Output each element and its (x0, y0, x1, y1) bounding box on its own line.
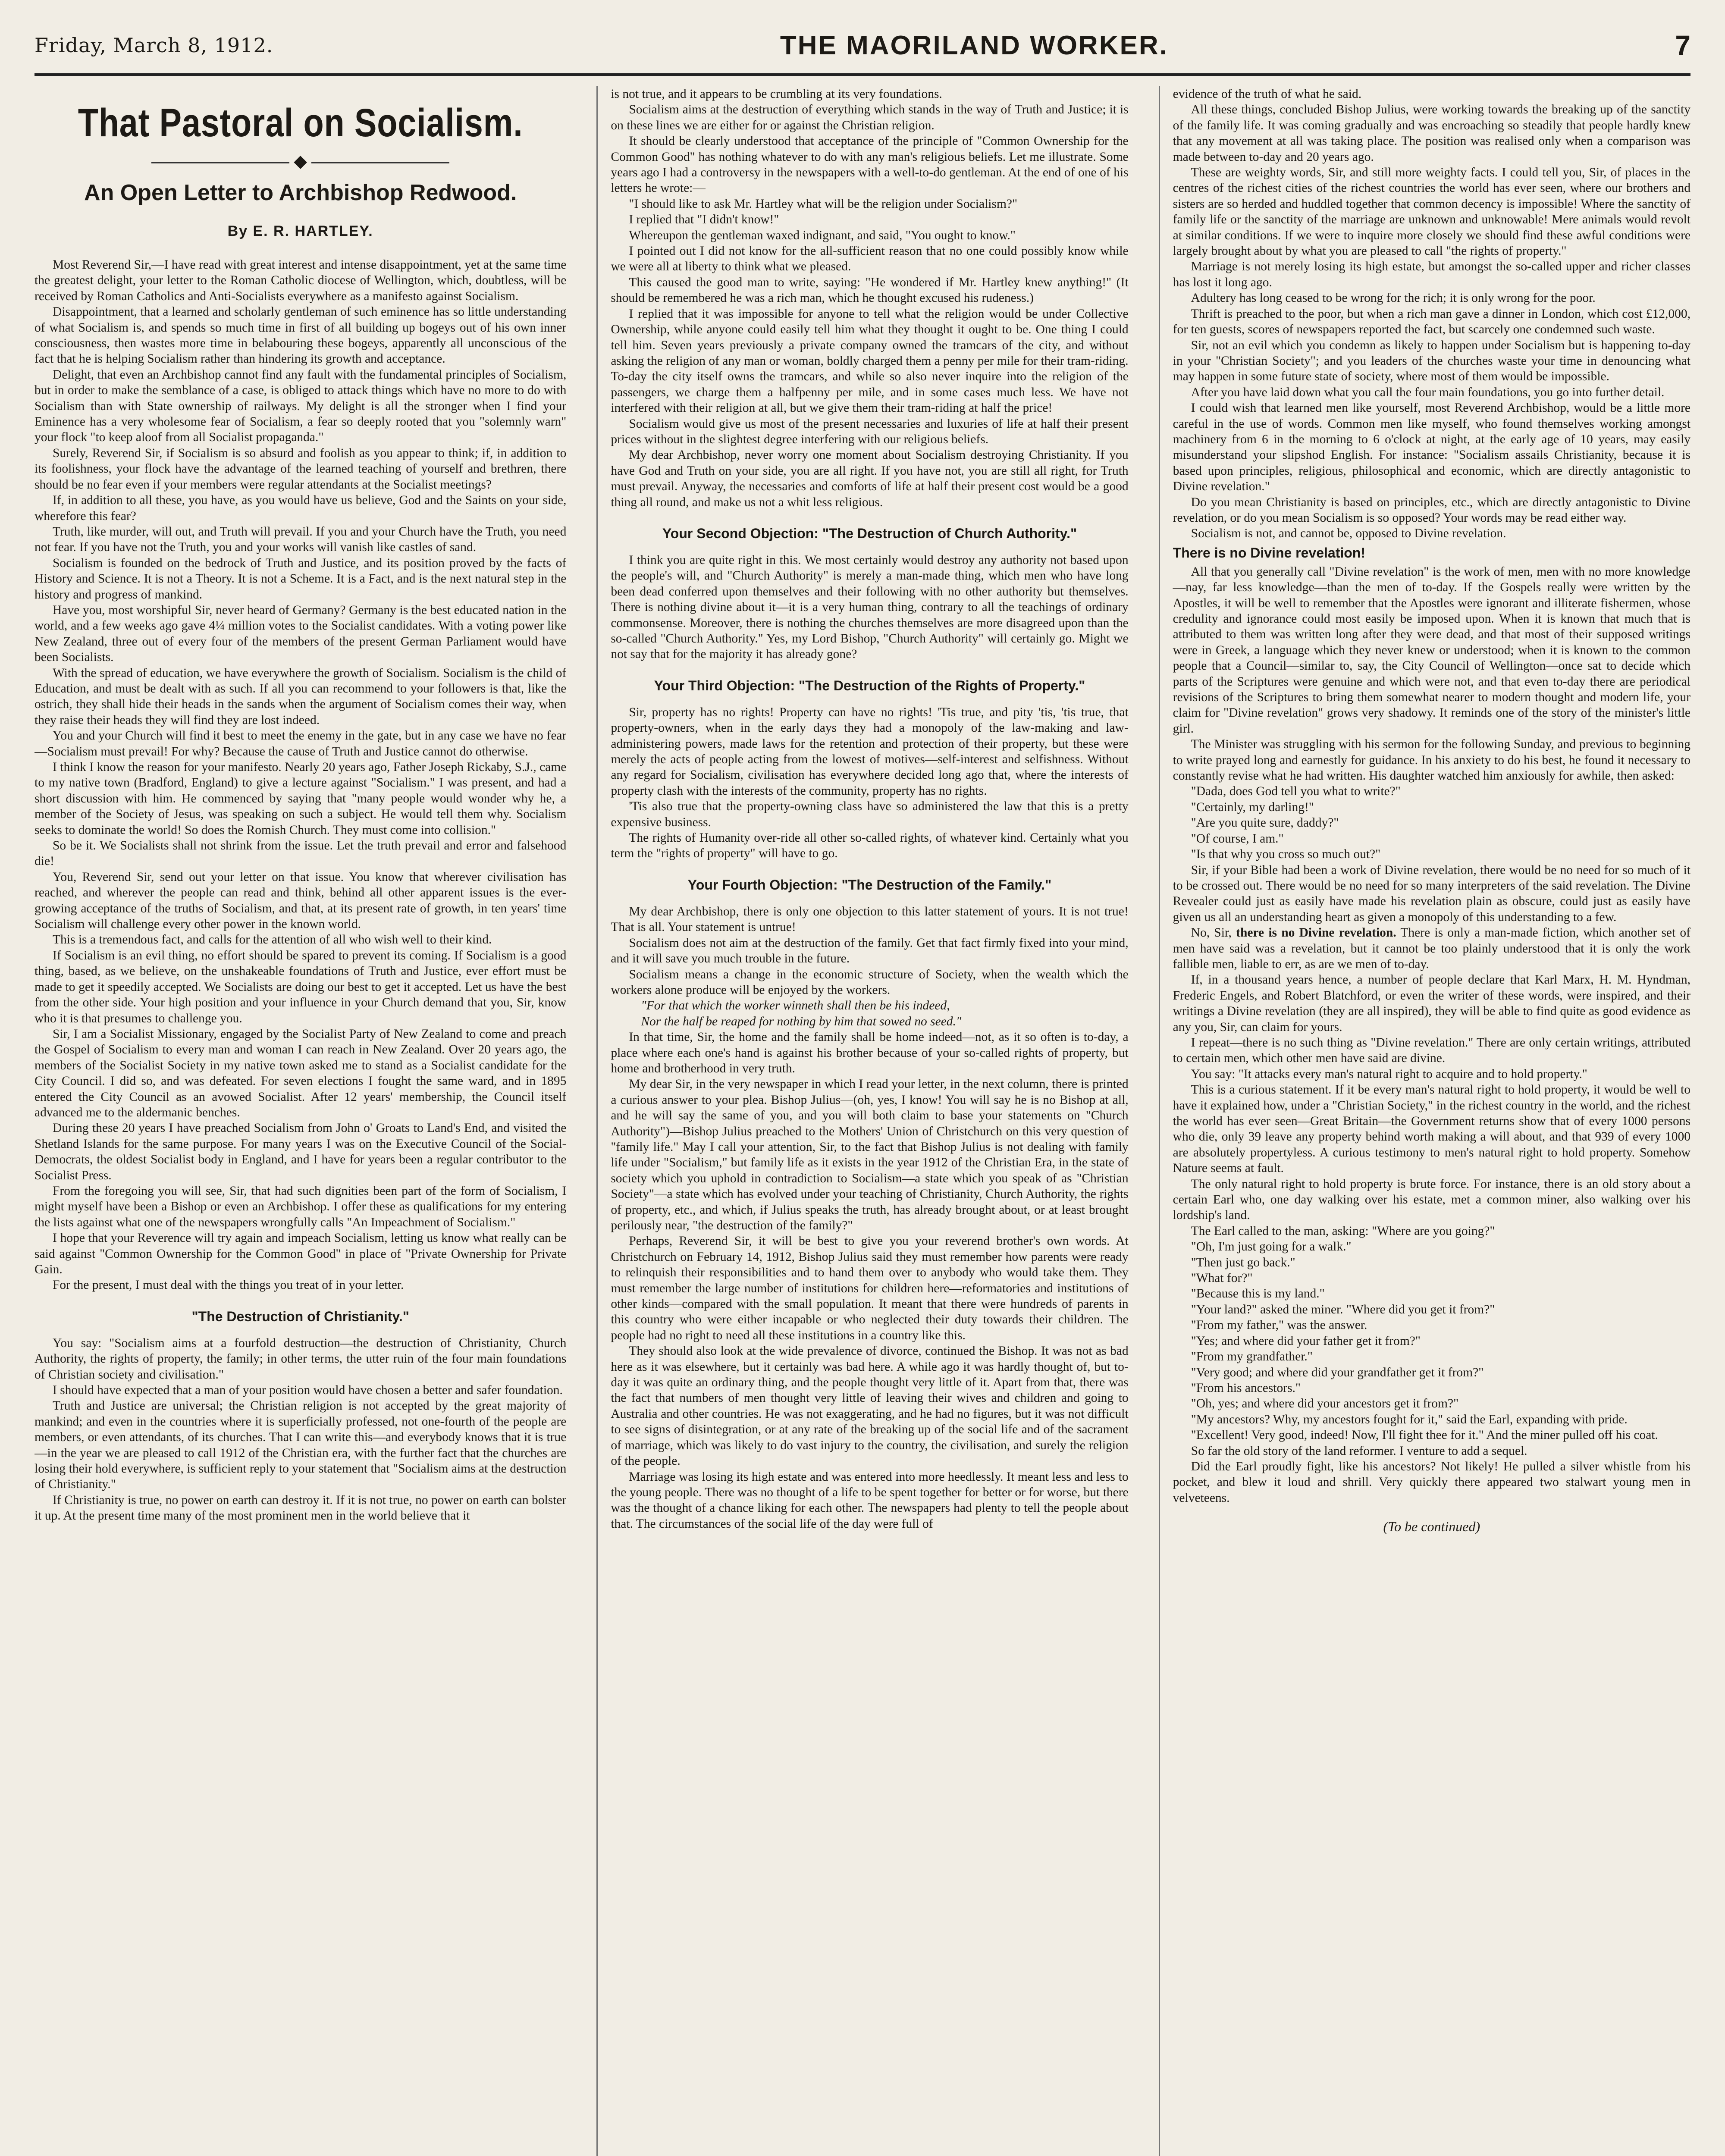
paragraph: With the spread of education, we have everywhere the growth of Socialism. Socialism is the child of Education, and must be dealt with as such. If all you can recommend to your followers is that, like the ostrich, they shall hide their heads in the sands when the argument of Socialism comes their way, when they raise their heads they will find they are lost indeed. (34, 666, 567, 727)
paragraph: You and your Church will find it best to meet the enemy in the gate, but in any case we have no fear—Socialism must prevail! For why? Because the cause of Truth and Justice cannot do otherwise. (34, 729, 567, 758)
paragraph: The Earl called to the man, asking: "Where are you going?" (1191, 1224, 1495, 1238)
paragraph: Do you mean Christianity is based on principles, etc., which are directly antagonistic to Divine revelation, or do you mean Socialism is so opposed? Your words may be read either way. (1173, 495, 1690, 525)
paragraph: My dear Archbishop, never worry one moment about Socialism destroying Christianity. If you have God and Truth on your side, you are all right. If you have not, you are still all right, for Truth must prevail. Anyway, the necessaries and comforts of life at half their present cost would be a good thing all round, and make us not a whit less religious. (611, 448, 1129, 509)
paragraph: Most Reverend Sir,—I have read with great interest and intense disappointment, yet at the same time the greatest delight, your letter to the Roman Catholic diocese of Wellington, which, doubtless, will be received by Roman Catholics and Anti-Socialists everywhere as a manifesto against Socialism. (34, 258, 567, 303)
paragraph: Thrift is preached to the poor, but when a rich man gave a dinner in London, which cost £12,000, for ten guests, scores of newspapers reported the fact, but scarcely one condemned such waste. (1173, 307, 1690, 337)
section-heading: There is no Divine revelation! (1173, 545, 1365, 561)
paragraph: Disappointment, that a learned and scholarly gentleman of such eminence has so little understanding of what Socialism is, and spends so much time in first of all building up bogeys out of his own inner consciousness, then wastes more time in belabouring these bogeys, apparently all unconscious of the fact that he is helping Socialism rather than hindering its growth and acceptance. (34, 305, 567, 366)
paragraph: From the foregoing you will see, Sir, that had such dignities been part of the form of Socialism, I might myself have been a Bishop or even an Archbishop. I offer these as qualifications for my entering the lists against what one of the newspapers wrongfully calls "An Impeachment of Socialism." (34, 1184, 567, 1229)
verse-line: Nor the half be reaped for nothing by him that sowed no seed." (641, 1014, 962, 1028)
paragraph: Truth, like murder, will out, and Truth will prevail. If you and your Church have the Truth, you need not fear. If you have not the Truth, you and your works will vanish like castles of sand. (34, 524, 567, 555)
paragraph: If, in a thousand years hence, a number of people declare that Karl Marx, H. M. Hyndman, Frederic Engels, and Robert Blatchford, or even the writer of these words, were inspired, and their writings a Divine revelation (they are all inspired), they will be able to find quite as good evidence as any you, Sir, can claim for yours. (1173, 973, 1690, 1034)
paragraph: Socialism would give us most of the present necessaries and luxuries of life at half their present prices without in the slightest degree interfering with our religious beliefs. (611, 417, 1129, 446)
paragraph: If Christianity is true, no power on earth can destroy it. If it is not true, no power on earth can bolster it up. At the present time many of the most prominent men in the world believe that it (34, 1493, 567, 1523)
bold-phrase: there is no Divine revelation. (1236, 926, 1396, 940)
dialogue-line: "Excellent! Very good, indeed! Now, I'll fight thee for it." And the miner pulled off his coat. (1191, 1428, 1658, 1442)
article-title: That Pastoral on Socialism. (78, 101, 523, 145)
paragraph: is not true, and it appears to be crumbling at its very foundations. (611, 87, 942, 101)
paragraph: Socialism means a change in the economic structure of Society, when the wealth which the workers alone produce will be enjoyed by the workers. (611, 967, 1129, 997)
dialogue-line: "Very good; and where did your grandfather get it from?" (1191, 1365, 1484, 1379)
paragraph: Marriage was losing its high estate and was entered into more heedlessly. It meant less and less to the young people. There was no thought of a life to be spent together for better or for worse, but there was the thought of a chance liking for each other. The newspapers had plenty to tell the people about that. The circumstances of the social life of the day were full of (611, 1470, 1129, 1531)
continued-note: (To be continued) (1383, 1519, 1480, 1535)
paragraph: Socialism is founded on the bedrock of Truth and Justice, and its position proved by the facts of History and Science. It is not a Theory. It is not a Scheme. It is a Fact, and is the next natural step in the history and progress of mankind. (34, 556, 567, 602)
paragraph: Sir, property has no rights! Property can have no rights! 'Tis true, and pity 'tis, 'tis true, that property-owners, when in the early days they had a monopoly of the law-making and law-administering powers, made laws for the retention and protection of their property, but these were merely the acts of people acting from the lowest of motives—self-interest and selfishness. Without any regard for Socialism, civilisation has everywhere decided long ago that, where the interests of property clash with the interests of the community, property has no rights. (611, 705, 1129, 798)
newspaper-name: THE MAORILAND WORKER. (780, 30, 1168, 60)
dialogue-line: "From my father," was the answer. (1191, 1318, 1367, 1332)
paragraph: The rights of Humanity over-ride all other so-called rights, of whatever kind. Certainly what you term the "rights of property" will have to go. (611, 831, 1129, 861)
paragraph: Whereupon the gentleman waxed indignant, and said, "You ought to know." (629, 228, 1016, 242)
dialogue-line: "What for?" (1191, 1271, 1253, 1285)
paragraph: Marriage is not merely losing its high estate, but amongst the so-called upper and richer classes has lost it long ago. (1173, 260, 1690, 289)
section-heading: "The Destruction of Christianity." (191, 1308, 409, 1324)
verse-line: "For that which the worker winneth shall then be his indeed, (641, 999, 950, 1013)
paragraph: "I should like to ask Mr. Hartley what will be the religion under Socialism?" (629, 197, 1018, 211)
paragraph: Adultery has long ceased to be wrong for the rich; it is only wrong for the poor. (1191, 291, 1596, 305)
paragraph: My dear Sir, in the very newspaper in which I read your letter, in the next column, there is printed a curious answer to your plea. Bishop Julius—(oh, yes, I know! You will say he is no Bishop at all, and he will say the same of you, and you will both claim to base your statements on "Church Authority")—Bishop Julius preached to the Mothers' Union of Christchurch on this very question of "family life." May I call your attention, Sir, to the fact that Bishop Julius is not dealing with family life under "Socialism," but family life as it exists in the year 1912 of the Christian Era, in the state of society which you uphold in contradiction to Socialism—a state which you speak of as "Christian Society"—a state which has evolved under your teaching of Christianity, Church Authority, the rights of property, etc., and which, if Julius speaks the truth, has already brought about, or at least brought perilously near, "the destruction of the family?" (611, 1077, 1129, 1232)
paragraph: You, Reverend Sir, send out your letter on that issue. You know that wherever civilisation has reached, and wherever the people can read and think, behind all other apparent issues is the ever-growing acceptance of the truths of Socialism, and that, at its present rate of growth, in ten years' time Socialism will challenge every other power in the known world. (34, 870, 567, 931)
paragraph: I think I know the reason for your manifesto. Nearly 20 years ago, Father Joseph Rickaby, S.J., came to my native town (Bradford, England) to give a lecture against "Socialism." I was present, and had a short discussion with him. He commenced by saying that "many people would wonder why he, a member of the Society of Jesus, was speaking on such a subject. He would tell them why. Socialism seeks to dominate the world! So does the Romish Church. They must come into collision." (34, 760, 567, 837)
paragraph: Surely, Reverend Sir, if Socialism is so absurd and foolish as you appear to think; if, in addition to its foolishness, your flock have the advantage of the learned teaching of yourself and brethren, there should be no fear even if your members were regular attendants at the Socialist meetings? (34, 446, 567, 492)
paragraph: You say: "It attacks every man's natural right to acquire and to hold property." (1191, 1067, 1587, 1081)
paragraph: I pointed out I did not know for the all-sufficient reason that no one could possibly know while we were all at liberty to think what we pleased. (611, 244, 1129, 274)
paragraph: You say: "Socialism aims at a fourfold destruction—the destruction of Christianity, Church Authority, the rights of property, the family; in other terms, the utter ruin of the four main foundations of Christian society and civilisation." (34, 1336, 567, 1382)
article-subtitle: An Open Letter to Archbishop Redwood. (84, 180, 517, 205)
title-rule: ◆ (34, 151, 566, 171)
paragraph: I should have expected that a man of your position would have chosen a better and safer foundation. (53, 1383, 563, 1398)
dialogue-line: "Your land?" asked the miner. "Where did you get it from?" (1191, 1302, 1495, 1316)
paragraph: I hope that your Reverence will try again and impeach Socialism, letting us know what really can be said against "Common Ownership for the Common Good" in place of "Private Ownership for Private Gain. (34, 1231, 567, 1276)
paragraph (1173, 925, 1690, 972)
paragraph: The only natural right to hold property is brute force. For instance, there is an old story about a certain Earl who, one day walking over his estate, met a common miner, also walking over his lordship's land. (1173, 1177, 1690, 1222)
dialogue-line: "Are you quite sure, daddy?" (1191, 816, 1339, 830)
dialogue-line: "Yes; and where did your father get it from?" (1191, 1334, 1421, 1348)
dialogue-line: "From my grandfather." (1191, 1350, 1313, 1364)
paragraph: Perhaps, Reverend Sir, it will be best to give you your reverend brother's own words. At Christchurch on February 14, 1912, Bishop Julius said they must remember how parents were ready to relinquish their responsibilities and to hand them over to anybody who would take them. They must remember the large number of institutions for children here—reformatories and institutions of other kinds—compared with the small population. It meant that there were hundreds of parents in this country who were either incapable or who neglected their duty towards their children. The people had no right to need all these institutions in a country like this. (611, 1234, 1129, 1342)
paragraph: Truth and Justice are universal; the Christian religion is not accepted by the great majority of mankind; and even in the countries where it is superficially professed, not one-fourth of the people are members, or even attendants, of its churches. That I can write this—and everybody knows that it is true—in the year we are pleased to call 1912 of the Christian era, with the further fact that the churches are losing their hold everywhere, is sufficient reply to your statement that "Socialism aims at the destruction of Christianity." (34, 1399, 567, 1492)
page-number: 7 (1675, 30, 1690, 61)
paragraph: This is a tremendous fact, and calls for the attention of all who wish well to their kind. (53, 933, 492, 947)
masthead (34, 17, 1690, 76)
dialogue-line: "My ancestors? Why, my ancestors fought for it," said the Earl, expanding with pride. (1191, 1412, 1628, 1426)
byline: By E. R. HARTLEY. (227, 223, 373, 239)
dialogue-line: "Because this is my land." (1191, 1287, 1325, 1301)
paragraph: evidence of the truth of what he said. (1173, 87, 1362, 101)
paragraph: All that you generally call "Divine revelation" is the work of men, men with no more knowledge—nay, far less knowledge—than the men of to-day. If the Gospels really were written by the Apostles, it will be well to remember that the Apostles were ignorant and illiterate fishermen, whose credulity and ignorance could most easily be imposed upon. When it is known that much that is attributed to them was written long after they were dead, and that most of their supposed writings were in Greek, a language which they never knew or understood; when it is known to the common people that a Council—similar to, say, the City Council of Wellington—once sat to decide which parts of the Scriptures were genuine and which were not, and that even to-day there are periodical revisions of the Scriptures to bring them somewhat nearer to modern thought and modern life, your claim for "Divine revelation" grows very shadowy. It reminds one of the story of the minister's little girl. (1173, 564, 1690, 736)
paragraph: During these 20 years I have preached Socialism from John o' Groats to Land's End, and visited the Shetland Islands for the same purpose. For many years I was on the Executive Council of the Social-Democrats, the oldest Socialist body in England, and I have for years been a regular contributor to the Socialist Press. (34, 1121, 567, 1182)
paragraph: It should be clearly understood that acceptance of the principle of "Common Ownership for the Common Good" has nothing whatever to do with any man's religious beliefs. Let me illustrate. Some years ago I had a controversy in the newspapers with a well-to-do gentleman. At the end of one of his letters he wrote:— (611, 134, 1129, 195)
paragraph: Sir, if your Bible had been a work of Divine revelation, there would be no need for so much of it to be crossed out. There would be no need for so many interpreters of the said revelation. The Divine Revealer could just as easily have made his revelation plain as obscure, could just as easily have given us all an understanding heart as given a monopoly of this understanding to a few. (1173, 863, 1690, 924)
dialogue-line: "Of course, I am." (1191, 831, 1284, 846)
paragraph: I replied that it was impossible for anyone to tell what the religion would be under Collective Ownership, while anyone could easily tell him what they thought it ought to be. One thing I could tell him. Seven years previously a private company owned the tramcars of the city, and without asking the religion of any man or woman, boldly charged them a penny per mile for their tram-riding. To-day the city itself owns the tramcars, and while so also never inquire into the religion of the passengers, we charge them a halfpenny per mile, and in some cases much less. We have not interfered with their religion at all, but we give them their tram-riding at half the price! (611, 307, 1129, 415)
paragraph: Did the Earl proudly fight, like his ancestors? Not likely! He pulled a silver whistle from his pocket, and blew it loud and shrill. Very quickly there appeared two stalwart young men in velveteens. (1173, 1459, 1690, 1505)
paragraph: These are weighty words, Sir, and still more weighty facts. I could tell you, Sir, of places in the centres of the richest cities of the richest countries the world has ever seen, where our brothers and sisters are so herded and huddled together that common decency is impossible! Where the sanctity of family life or the sanctity of the marriage are unknown and unknowable! Mere animals would revolt at similar conditions. If we were to inquire more closely we should find these awful conditions were largely brought about by what you are pleased to call "the rights of property." (1173, 166, 1690, 258)
paragraph: Socialism is not, and cannot be, opposed to Divine revelation. (1191, 526, 1506, 541)
dialogue-line: "Oh, yes; and where did your ancestors get it from?" (1191, 1397, 1459, 1411)
paragraph: In that time, Sir, the home and the family shall be home indeed—not, as it so often is to-day, a place where each one's hand is against his brother because of your so-called rights of property, but home and brotherhood in very truth. (611, 1030, 1129, 1075)
paragraph: Socialism aims at the destruction of everything which stands in the way of Truth and Justice; it is on these lines we are either for or against the Christian religion. (611, 103, 1129, 132)
dialogue-line: "Oh, I'm just going for a walk." (1191, 1240, 1352, 1254)
paragraph: Have you, most worshipful Sir, never heard of Germany? Germany is the best educated nation in the world, and a few weeks ago gave 4¼ million votes to the Socialist candidates. With a voting power like New Zealand, three out of every four of the members of the present German Parliament would have been Socialists. (34, 603, 567, 664)
dialogue-line: "From his ancestors." (1191, 1381, 1301, 1395)
paragraph: All these things, concluded Bishop Julius, were working towards the breaking up of the sanctity of the family life. It was coming gradually and was encroaching so steadily that people hardly knew that any movement at all was taking place. The position was realised only when a comparison was made between to-day and 20 years ago. (1173, 103, 1690, 164)
column-2 (596, 86, 1128, 2156)
paragraph: Socialism does not aim at the destruction of the family. Get that fact firmly fixed into your mind, and it will save you much trouble in the future. (611, 936, 1129, 966)
paragraph: This is a curious statement. If it be every man's natural right to hold property, it would be well to have it explained how, under a "Christian Society," in the richest country in the world, and the richest the world has ever seen—Great Britain—the Government returns show that of every 1000 persons who die, only 39 leave any property behind worth making a will about, and that 939 of every 1000 are absolutely propertyless. A curious testimony to men's natural right to hold property. Somehow Nature seems at fault. (1173, 1083, 1690, 1175)
paragraph: I repeat—there is no such thing as "Divine revelation." There are only certain writings, attributed to certain men, which other men have said are divine. (1173, 1035, 1690, 1065)
paragraph: I could wish that learned men like yourself, most Reverend Archbishop, would be a little more careful in the use of words. Common men like myself, who found themselves working amongst machinery from 6 in the morning to 6 o'clock at night, at the early age of 10 years, may easily misunderstand your slipshod English. For instance: "Socialism assails Christianity, because it is based upon principles, religious, philosophical and economic, which are directly antagonistic to Divine revelation." (1173, 401, 1690, 494)
paragraph: I replied that "I didn't know!" (629, 213, 779, 227)
paragraph: Delight, that even an Archbishop cannot find any fault with the fundamental principles of Socialism, but in order to make the semblance of a case, is obliged to attack things which have no more to do with Socialism than with State ownership of railways. My delight is all the stronger when I find your Eminence has a very wholesome fear of Socialism, a fear so deeply rooted that you "solemnly warn" your flock "to keep aloof from all Socialist propaganda." (34, 367, 567, 445)
dialogue-line: "Then just go back." (1191, 1255, 1295, 1269)
text-run: No, Sir, (1191, 926, 1232, 940)
paragraph: 'Tis also true that the property-owning class have so administered the law that this is a pretty expensive business. (611, 799, 1129, 829)
column-3 (1159, 86, 1690, 2156)
section-heading: Your Third Objection: "The Destruction of the Rights of Property." (654, 677, 1085, 693)
dialogue-line: "Dada, does God tell you what to write?" (1191, 784, 1401, 799)
dialogue-line: "Is that why you cross so much out?" (1191, 847, 1381, 862)
paragraph: So be it. We Socialists shall not shrink from the issue. Let the truth prevail and error and falsehood die! (34, 839, 567, 868)
paragraph: Sir, I am a Socialist Missionary, engaged by the Socialist Party of New Zealand to come and preach the Gospel of Socialism to every man and woman I can reach in New Zealand. Over 20 years ago, the members of the Socialist Society in my native town asked me to stand as a Socialist candidate for the City Council. I did so, and was defeated. For seven elections I fought the same ward, and in 1895 entered the City Council as an avowed Socialist. After 12 years' membership, the Council itself advanced me to the aldermanic benches. (34, 1027, 567, 1119)
text-run: There is only a man-made fiction, which another set of men have said was a revelation, but it cannot be too plainly understood that it is only the work fallible men, liable to err, as are we men of to-day. (1173, 926, 1690, 971)
paragraph: This caused the good man to write, saying: "He wondered if Mr. Hartley knew anything!" (It should be remembered he was a rich man, which he thought excused his rudeness.) (611, 275, 1129, 305)
paragraph: My dear Archbishop, there is only one objection to this latter statement of yours. It is not true! That is all. Your statement is untrue! (611, 904, 1129, 934)
paragraph: They should also look at the wide prevalence of divorce, continued the Bishop. It was not as bad here as it was elsewhere, but it certainly was bad here. A while ago it was hardly thought of, but to-day it was quite an ordinary thing, and the people thought very little of it. Apart from that, there was the fact that numbers of men thought very little of leaving their wives and children and going to Australia and other countries. He was not exaggerating, and he had no figures, but it was not difficult to see signs of disintegration, or at any rate of the breaking up of the social life and of the sacrament of marriage, which was likely to do vast injury to the country, the civilisation, and surely the religion of the people. (611, 1344, 1129, 1468)
dialogue-line: "Certainly, my darling!" (1191, 800, 1314, 814)
column-1 (34, 86, 566, 2156)
paragraph: For the present, I must deal with the things you treat of in your letter. (53, 1278, 404, 1292)
article-columns (34, 86, 1690, 2156)
paragraph: The Minister was struggling with his sermon for the following Sunday, and previous to beginning to write prayed long and earnestly for guidance. In his anxiety to do his best, he found it necessary to constantly revise what he had written. His daughter watched him anxiously for awhile, then asked: (1173, 737, 1690, 783)
paragraph: Sir, not an evil which you condemn as likely to happen under Socialism but is happening to-day in your "Christian Society"; and you leaders of the churches waste your time in denouncing what may happen in some future state of society, where most of them would be impossible. (1173, 338, 1690, 384)
paragraph: If, in addition to all these, you have, as you would have us believe, God and the Saints on your side, wherefore this fear? (34, 493, 567, 523)
paragraph: If Socialism is an evil thing, no effort should be spared to prevent its coming. If Socialism is a good thing, based, as we believe, on the unshakeable foundations of Truth and Justice, ever effort must be made to get it speedily accepted. We Socialists are doing our best to get it accepted. Let us have the best from the other side. Your high position and your influence in your Church demand that you, Sir, know who it is that presumes to challenge you. (34, 948, 567, 1025)
section-heading: Your Second Objection: "The Destruction of Church Authority." (662, 525, 1077, 541)
section-heading: Your Fourth Objection: "The Destruction of the Family." (687, 877, 1052, 893)
paragraph: So far the old story of the land reformer. I venture to add a sequel. (1191, 1444, 1527, 1458)
paragraph: After you have laid down what you call the four main foundations, you go into further detail. (1191, 385, 1665, 399)
paragraph: I think you are quite right in this. We most certainly would destroy any authority not based upon the people's will, and "Church Authority" is merely a man-made thing, which men who have long been dead conferred upon themselves and their following with no other authority but themselves. There is nothing divine about it—it is a very human thing, contrary to all the teachings of ordinary commonsense. Moreover, there is nothing the churches themselves are more disagreed upon than the so-called "Church Authority." Yes, my Lord Bishop, "Church Authority" will certainly go. Might we not say that for the majority it has already gone? (611, 553, 1129, 661)
issue-date: Friday, March 8, 1912. (34, 34, 273, 57)
